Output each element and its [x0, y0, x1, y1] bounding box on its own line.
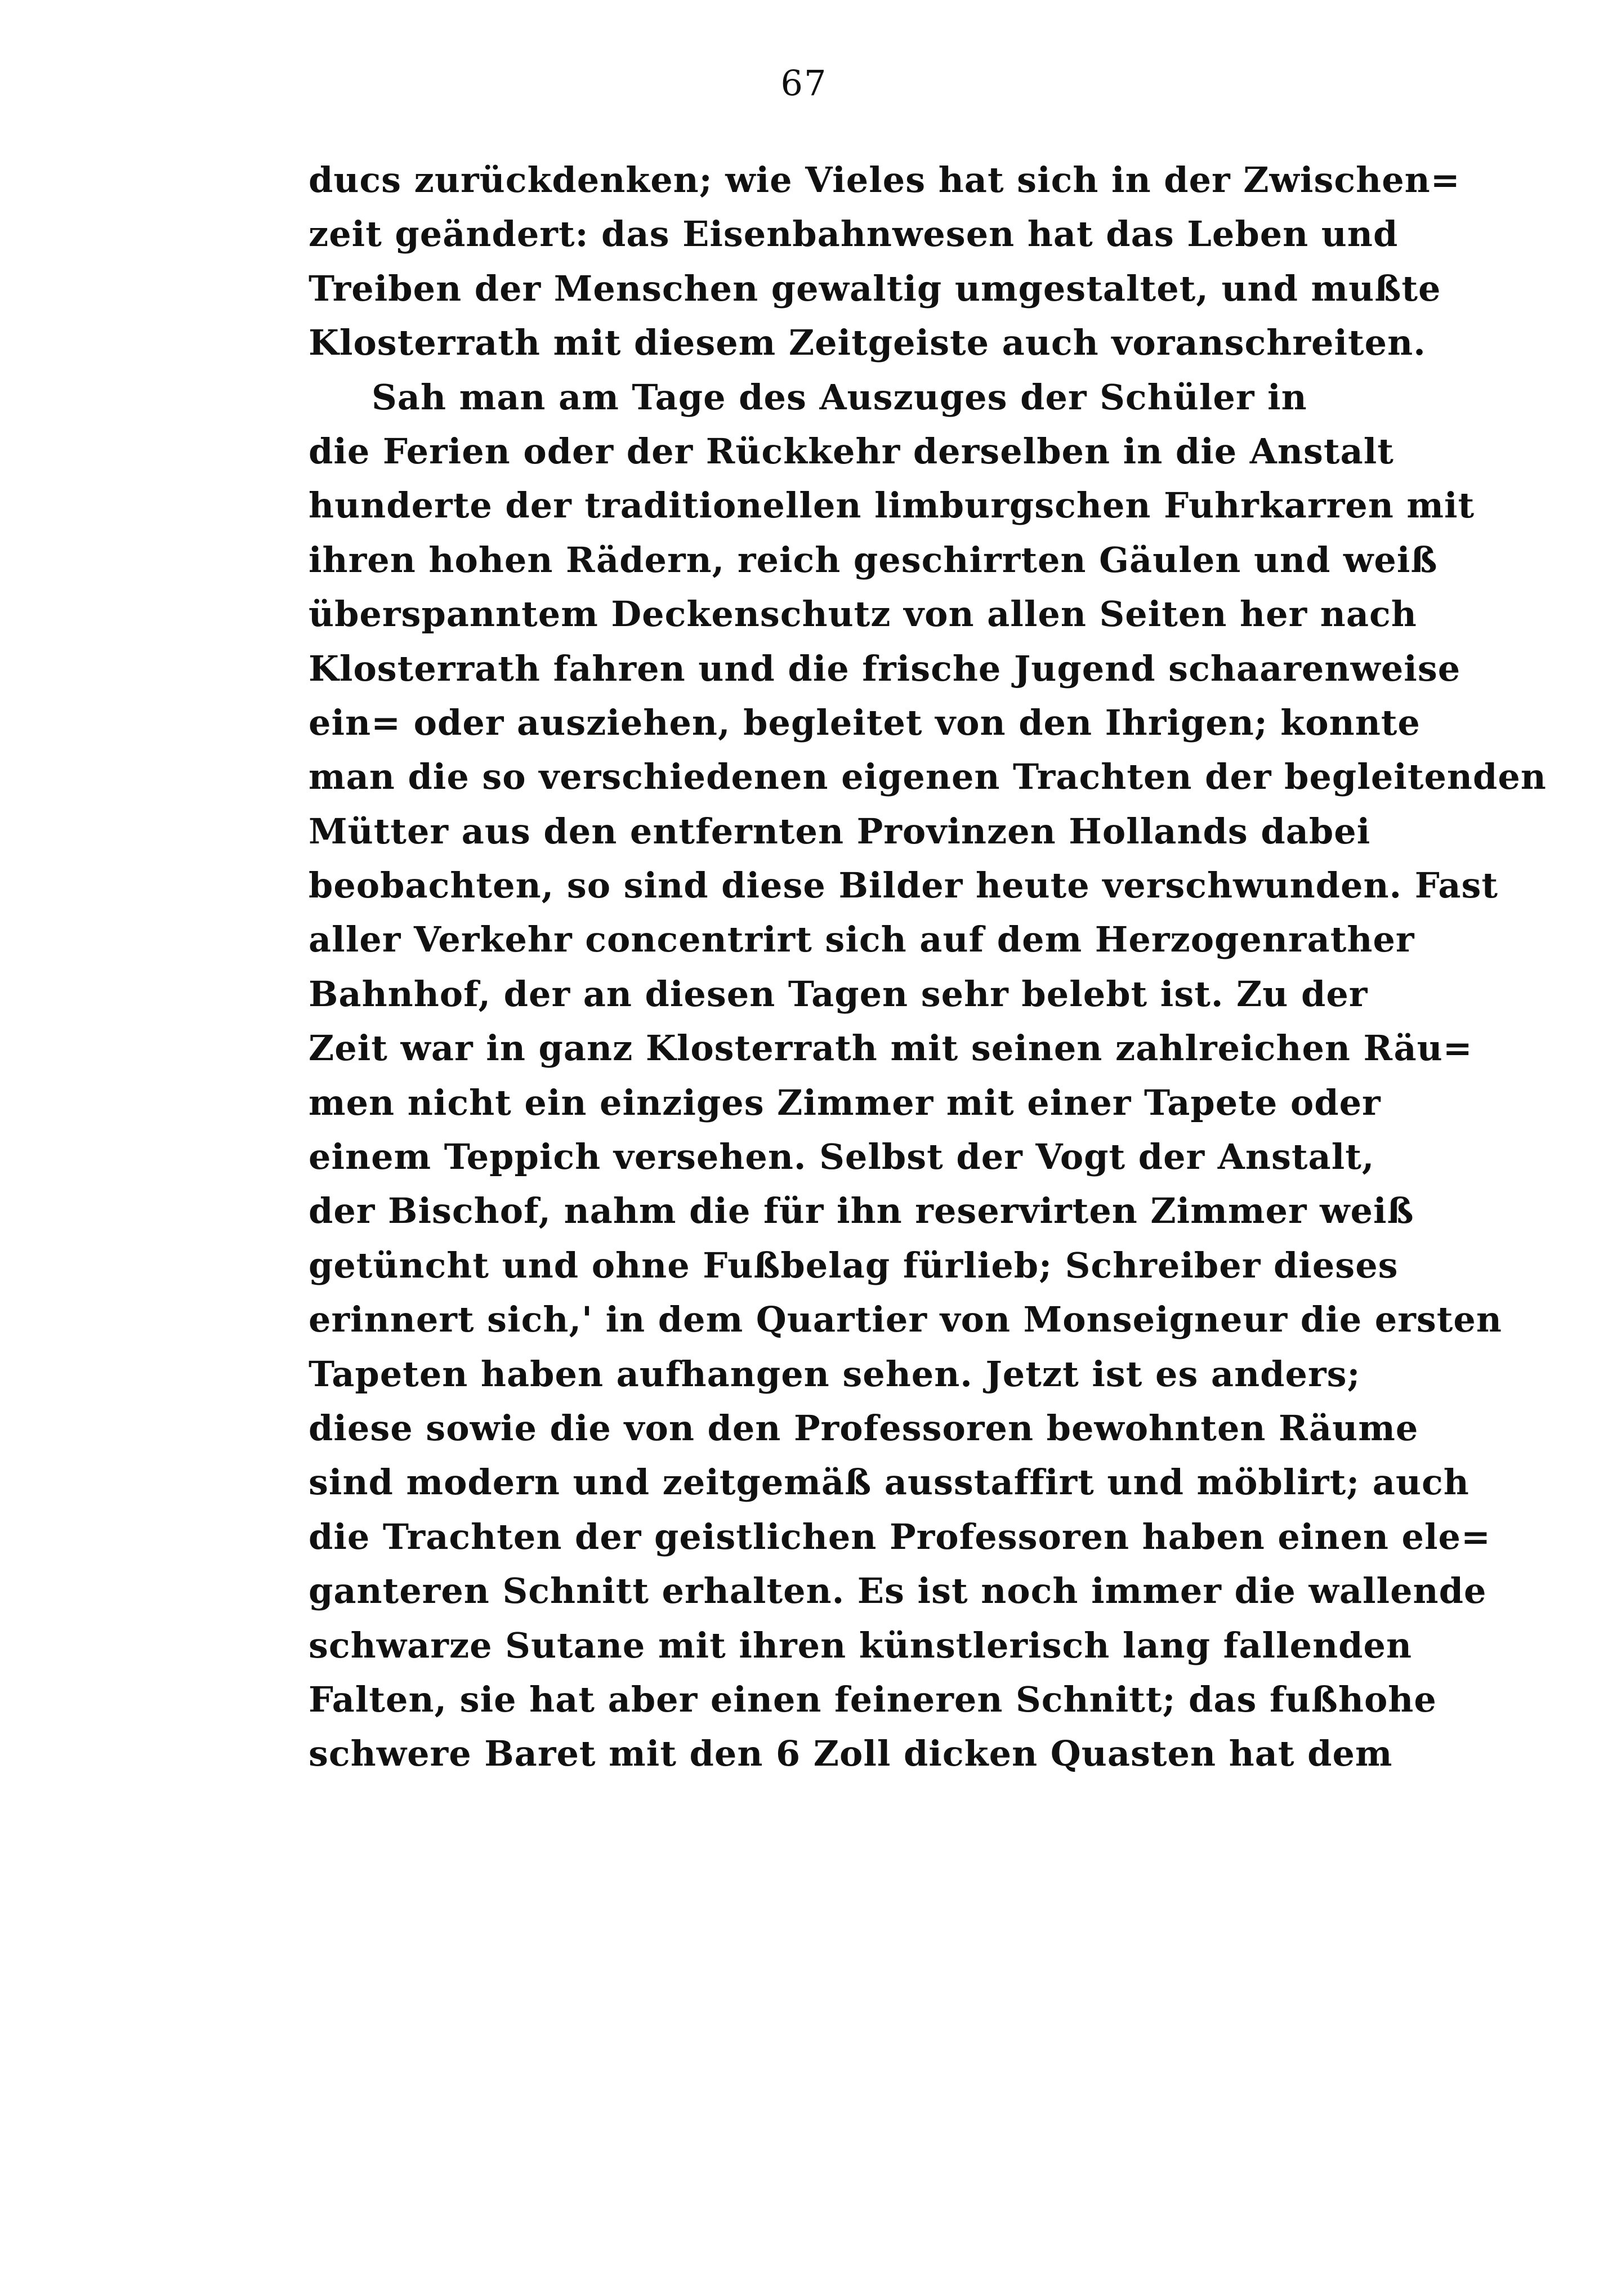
paragraph-start-line: Sah man am Tage des Auszuges der Schüler in — [372, 376, 1307, 418]
text-line: Tapeten haben aufhangen sehen. Jetzt ist es anders; — [309, 1353, 1361, 1395]
text-line: die Ferien oder der Rückkehr derselben in die Anstalt — [309, 430, 1394, 472]
body-text — [309, 153, 1547, 1781]
text-line: Mütter aus den entfernten Provinzen Hollands dabei — [309, 810, 1371, 852]
text-line: hunderte der traditionellen limburgschen Fuhrkarren mit — [309, 485, 1475, 526]
text-line: men nicht ein einziges Zimmer mit einer Tapete oder — [309, 1082, 1381, 1123]
text-line: Zeit war in ganz Klosterrath mit seinen zahlreichen Räu= — [309, 1028, 1473, 1069]
text-line: beobachten, so sind diese Bilder heute verschwunden. Fast — [309, 865, 1499, 906]
text-line: sind modern und zeitgemäß ausstaffirt und möblirt; auch — [309, 1462, 1469, 1503]
text-line: erinnert sich,' in dem Quartier von Monseigneur die ersten — [309, 1299, 1502, 1341]
text-line: Klosterrath fahren und die frische Jugend schaarenweise — [309, 647, 1461, 689]
text-line: schwarze Sutane mit ihren künstlerisch lang fallenden — [309, 1624, 1413, 1666]
text-line: ihren hohen Rädern, reich geschirrten Gäulen und weiß — [309, 539, 1438, 580]
text-line: aller Verkehr concentrirt sich auf dem Herzogenrather — [309, 919, 1415, 961]
text-line: getüncht und ohne Fußbelag fürlieb; Schreiber dieses — [309, 1244, 1399, 1286]
text-line: überspanntem Deckenschutz von allen Seiten her nach — [309, 593, 1417, 635]
text-line: Bahnhof, der an diesen Tagen sehr belebt ist. Zu der — [309, 973, 1368, 1015]
text-line: man die so verschiedenen eigenen Trachten der begleitenden — [309, 756, 1547, 798]
text-line: schwere Baret mit den 6 Zoll dicken Quasten hat dem — [309, 1733, 1393, 1775]
text-line: diese sowie die von den Professoren bewohnten Räume — [309, 1407, 1419, 1449]
text-line: einem Teppich versehen. Selbst der Vogt der Anstalt, — [309, 1136, 1375, 1178]
text-line: ein= oder ausziehen, begleitet von den Ihrigen; konnte — [309, 702, 1421, 743]
text-line: ganteren Schnitt erhalten. Es ist noch immer die wallende — [309, 1570, 1487, 1612]
text-line: der Bischof, nahm die für ihn reservirten Zimmer weiß — [309, 1190, 1414, 1232]
text-line: Klosterrath mit diesem Zeitgeiste auch voranschreiten. — [309, 322, 1426, 364]
text-line: Treiben der Menschen gewaltig umgestaltet, und mußte — [309, 267, 1441, 309]
page-number: 67 — [780, 62, 828, 104]
text-line: zeit geändert: das Eisenbahnwesen hat das Leben und — [309, 213, 1399, 255]
text-line: ducs zurückdenken; wie Vieles hat sich in der Zwischen= — [309, 159, 1460, 200]
text-line: die Trachten der geistlichen Professoren haben einen ele= — [309, 1516, 1491, 1557]
text-line: Falten, sie hat aber einen feineren Schnitt; das fußhohe — [309, 1678, 1437, 1720]
